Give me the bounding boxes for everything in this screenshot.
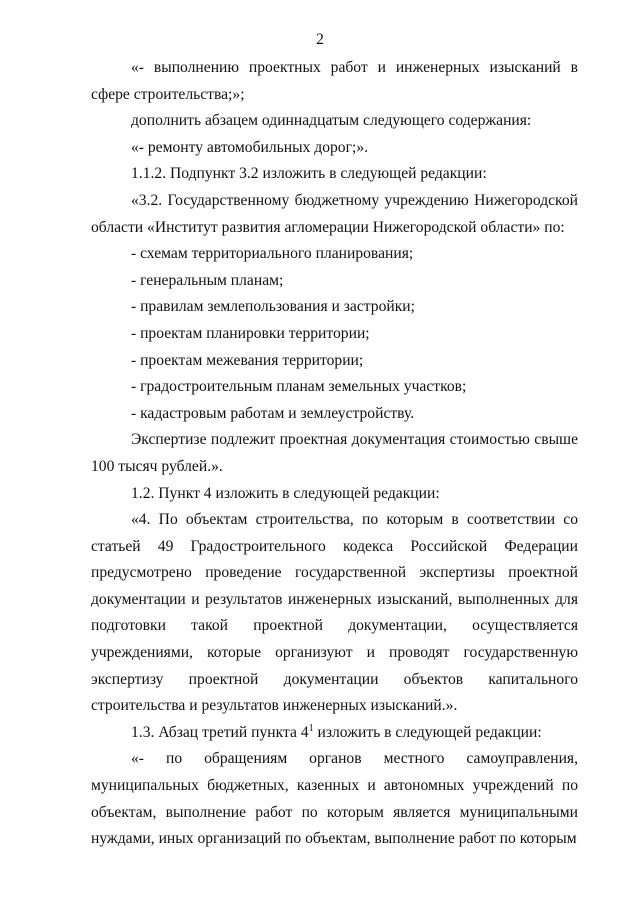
- list-item: - градостроительным планам земельных участков;: [131, 378, 467, 396]
- paragraph: 1.2. Пункт 4 изложить в следующей редакции:: [131, 484, 440, 502]
- list-item: - проектам межевания территории;: [131, 351, 364, 369]
- document-body: [91, 55, 578, 853]
- list-item: - генеральным планам;: [131, 271, 284, 289]
- page-number: 2: [316, 31, 324, 48]
- list-item: - правилам землепользования и застройки;: [131, 298, 415, 316]
- list-item: - схемам территориального планирования;: [131, 245, 414, 263]
- list-item: - проектам планировки территории;: [131, 324, 370, 342]
- list-item: - кадастровым работам и землеустройству.: [131, 404, 415, 422]
- paragraph-last: «- по обращениям органов местного самоуправления, муниципальных бюджетных, казенных и автономных учреждений по объектам, выполнение работ по которым является муниципальными нуждами, иных организаций по объектам, выполнение работ по которым: [91, 750, 578, 848]
- paragraph: Экспертизе подлежит проектная документация стоимостью свыше 100 тысяч рублей.».: [91, 431, 578, 475]
- paragraph: «- ремонту автомобильных дорог;».: [131, 138, 369, 156]
- paragraph: «4. По объектам строительства, по которым в соответствии со статьей 49 Градостроительного кодекса Российской Федерации предусмотрено проведение государственной экспертизы проектной документации и результатов инженерных изысканий, выполненных для подготовки такой проектной документации, осуществляется учреждениями, которые организуют и проводят государственную экспертизу проектной документации объектов капитального строительства и результатов инженерных изысканий.».: [91, 511, 578, 715]
- paragraph: «3.2. Государственному бюджетному учреждению Нижегородской области «Институт развития агломерации Нижегородской области» по:: [91, 191, 578, 236]
- paragraph-1-3: [91, 720, 578, 747]
- paragraph-text: изложить в следующей редакции:: [313, 723, 542, 741]
- paragraph: 1.1.2. Подпункт 3.2 изложить в следующей редакции:: [131, 165, 487, 183]
- paragraph-text: 1.3. Абзац третий пункта 4: [131, 723, 309, 741]
- paragraph: «- выполнению проектных работ и инженерных изысканий в сфере строительства;»;: [91, 59, 578, 103]
- superscript: 1: [308, 722, 314, 734]
- paragraph: дополнить абзацем одиннадцатым следующего содержания:: [131, 112, 532, 130]
